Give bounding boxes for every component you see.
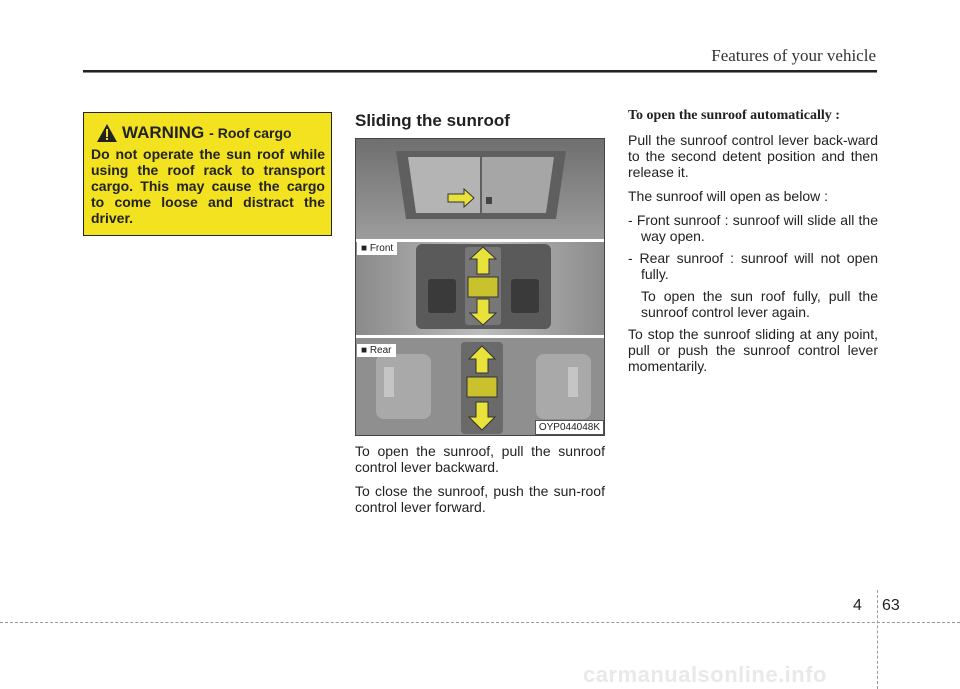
sunroof-control-figure bbox=[355, 138, 605, 436]
close-paragraph: To close the sunroof, push the sun-roof control lever forward. bbox=[355, 483, 605, 515]
middle-column-text bbox=[355, 443, 605, 523]
rear-sunroof-note: To open the sun roof fully, pull the sunroof control lever again. bbox=[641, 288, 878, 320]
open-paragraph: To open the sunroof, pull the sunroof control lever backward. bbox=[355, 443, 605, 475]
sunroof-control-illustration bbox=[356, 139, 605, 436]
rear-label: ■ Rear bbox=[357, 344, 396, 357]
watermark-text: carmanualsonline.info bbox=[583, 662, 827, 687]
warning-subtitle: - Roof cargo bbox=[209, 125, 292, 141]
warning-title: WARNING bbox=[122, 123, 205, 142]
open-below-paragraph: The sunroof will open as below : bbox=[628, 188, 828, 204]
front-sunroof-item: - Front sunroof : sunroof will slide all the way open. bbox=[628, 212, 878, 244]
figure-code: OYP044048K bbox=[535, 420, 604, 435]
section-title: Sliding the sunroof bbox=[355, 111, 510, 130]
warning-box bbox=[83, 112, 332, 236]
header-rule bbox=[83, 70, 877, 73]
auto-open-paragraph: Pull the sunroof control lever back-ward to the second detent position and then release it. bbox=[628, 132, 878, 180]
warning-triangle-icon bbox=[96, 123, 118, 143]
footer-rule bbox=[0, 622, 960, 623]
rear-sunroof-item: - Rear sunroof : sunroof will not open fully. bbox=[628, 250, 878, 282]
page-number: 63 bbox=[882, 597, 900, 614]
running-header: Features of your vehicle bbox=[711, 46, 876, 65]
warning-text: Do not operate the sun roof while using the roof rack to transport cargo. This may cause the cargo to come loose and distract the driver. bbox=[91, 146, 325, 226]
front-label: ■ Front bbox=[357, 242, 397, 255]
warning-heading bbox=[96, 123, 292, 143]
chapter-number: 4 bbox=[853, 597, 862, 614]
right-column-text bbox=[628, 108, 878, 382]
footer-divider bbox=[877, 590, 878, 689]
auto-open-heading: To open the sunroof automatically : bbox=[628, 108, 840, 123]
stop-sliding-paragraph: To stop the sunroof sliding at any point, pull or push the sunroof control lever momentarily. bbox=[628, 326, 878, 374]
